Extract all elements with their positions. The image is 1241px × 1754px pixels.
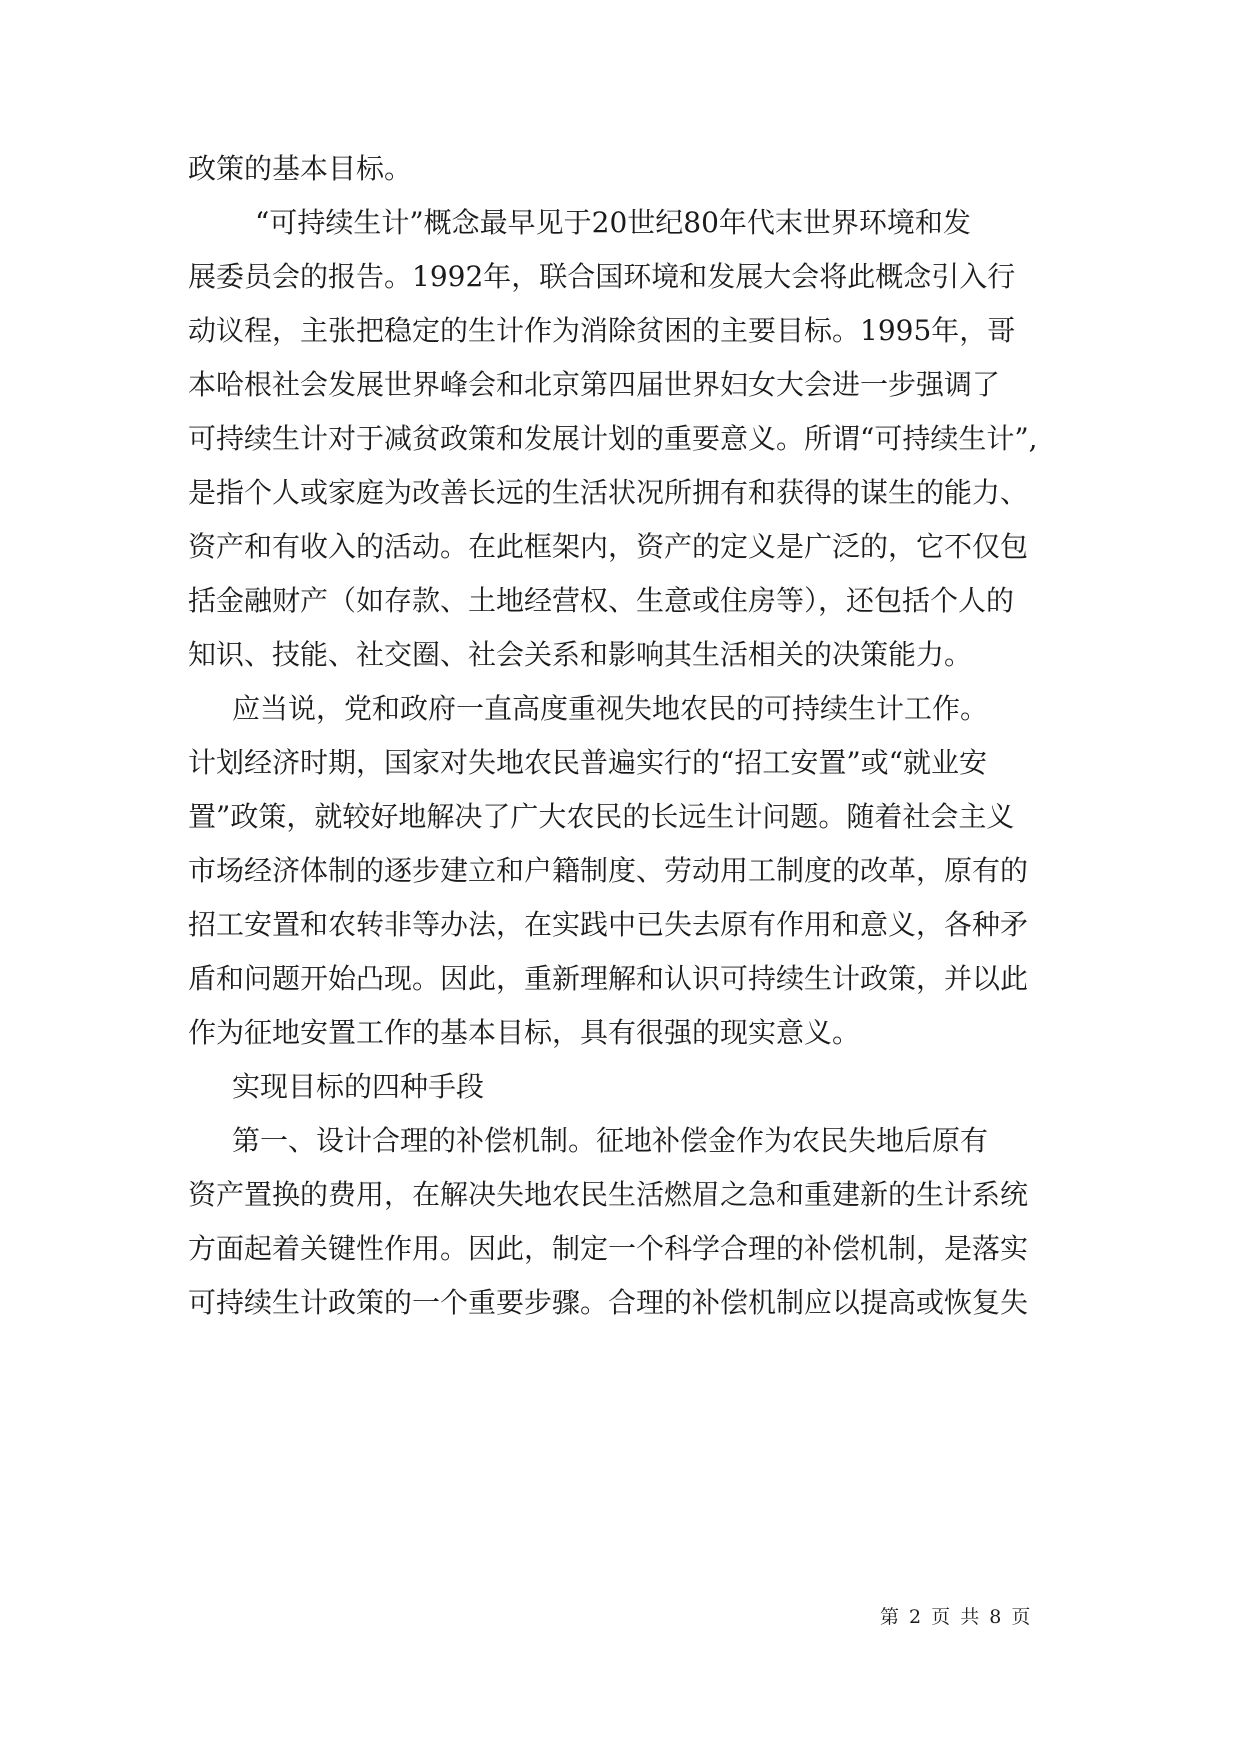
text-line-16: 盾和问题开始凸现。因此，重新理解和认识可持续生计政策，并以此 bbox=[188, 962, 1029, 995]
text-line-17: 作为征地安置工作的基本目标，具有很强的现实意义。 bbox=[188, 1016, 861, 1049]
text-line-9: 括金融财产（如存款、土地经营权、生意或住房等），还包括个人的 bbox=[188, 584, 1015, 617]
text-line-1: 政策的基本目标。 bbox=[188, 152, 413, 185]
text-line-5: 本哈根社会发展世界峰会和北京第四届世界妇女大会进一步强调了 bbox=[188, 368, 1001, 401]
text-line-4: 动议程，主张把稳定的生计作为消除贫困的主要目标。1995年，哥 bbox=[188, 314, 1016, 347]
text-line-7: 是指个人或家庭为改善长远的生活状况所拥有和获得的谋生的能力、 bbox=[188, 476, 1029, 509]
text-line-14: 市场经济体制的逐步建立和户籍制度、劳动用工制度的改革，原有的 bbox=[188, 854, 1029, 887]
text-line-6: 可持续生计对于减贫政策和发展计划的重要意义。所谓“可持续生计”, bbox=[188, 422, 1038, 455]
text-line-19: 第一、设计合理的补偿机制。征地补偿金作为农民失地后原有 bbox=[232, 1124, 989, 1157]
page-footer: 第 2 页 共 8 页 bbox=[880, 1606, 1033, 1628]
text-line-20: 资产置换的费用，在解决失地农民生活燃眉之急和重建新的生计系统 bbox=[188, 1178, 1029, 1211]
text-line-15: 招工安置和农转非等办法，在实践中已失去原有作用和意义，各种矛 bbox=[188, 908, 1029, 941]
text-line-12: 计划经济时期，国家对失地农民普遍实行的“招工安置”或“就业安 bbox=[188, 746, 987, 779]
text-line-21: 方面起着关键性作用。因此，制定一个科学合理的补偿机制，是落实 bbox=[188, 1232, 1029, 1265]
text-line-10: 知识、技能、社交圈、社会关系和影响其生活相关的决策能力。 bbox=[188, 638, 973, 671]
text-line-13: 置”政策，就较好地解决了广大农民的长远生计问题。随着社会主义 bbox=[188, 800, 1015, 833]
text-line-3: 展委员会的报告。1992年，联合国环境和发展大会将此概念引入行 bbox=[188, 260, 1016, 293]
text-line-8: 资产和有收入的活动。在此框架内，资产的定义是广泛的，它不仅包 bbox=[188, 530, 1029, 563]
text-line-2: “可持续生计”概念最早见于20世纪80年代末世界环境和发 bbox=[255, 206, 971, 239]
text-line-22: 可持续生计政策的一个重要步骤。合理的补偿机制应以提高或恢复失 bbox=[188, 1286, 1029, 1319]
text-line-11: 应当说，党和政府一直高度重视失地农民的可持续生计工作。 bbox=[232, 692, 989, 725]
section-heading: 实现目标的四种手段 bbox=[232, 1070, 485, 1103]
